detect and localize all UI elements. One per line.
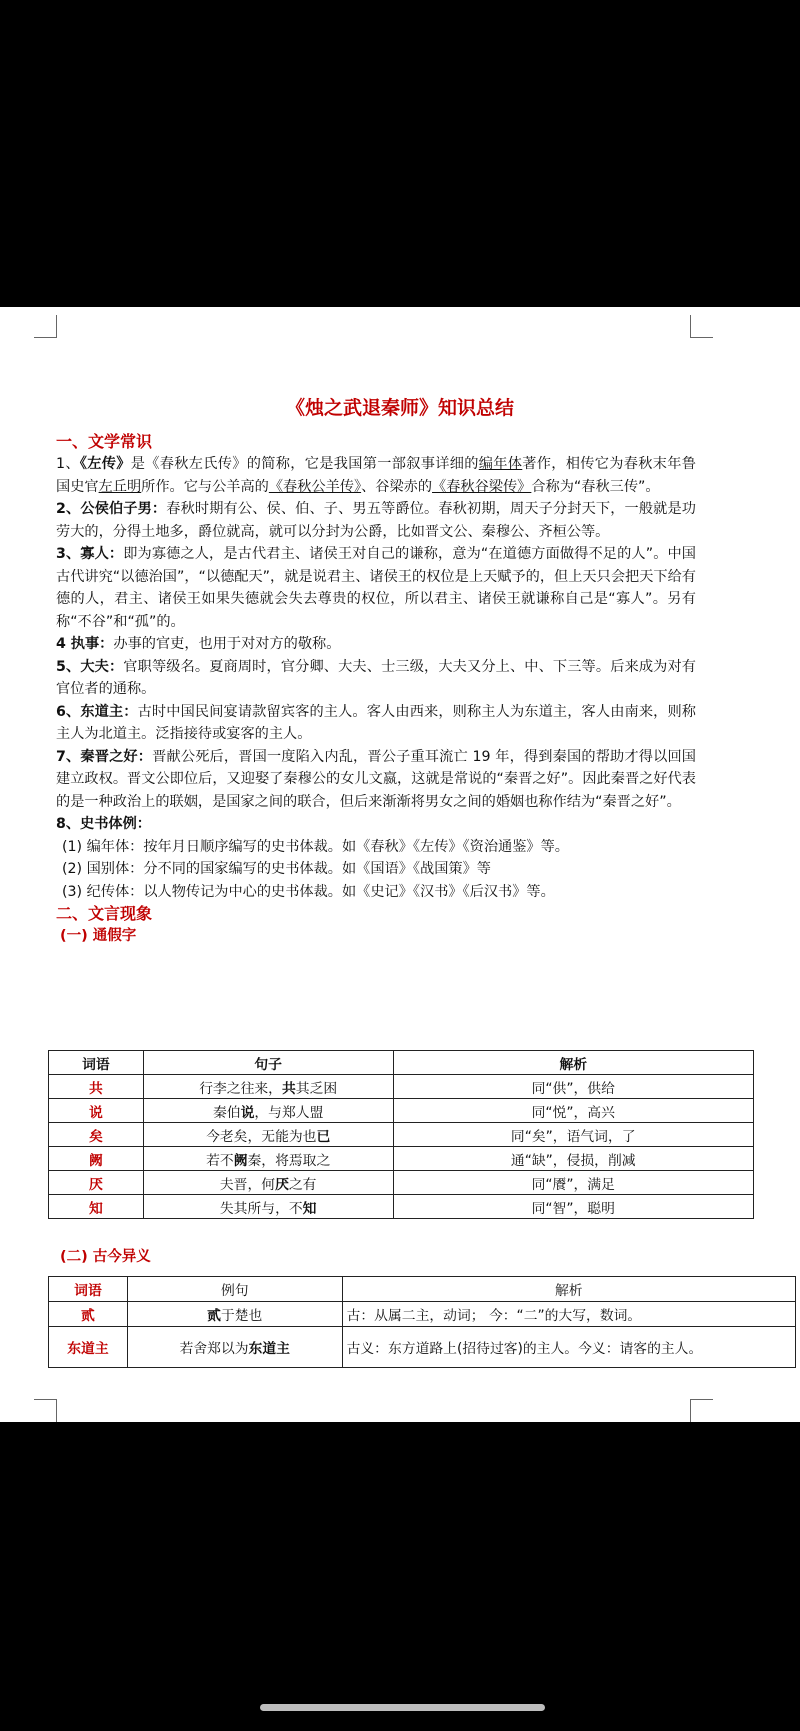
sentence-pre: 今老矣，无能为也 [206, 1128, 317, 1145]
analysis-cell: 通“缺”，侵损，削减 [393, 1147, 754, 1171]
item7-term: 7、秦晋之好： [56, 748, 153, 765]
tongjia-table [48, 1050, 754, 1219]
sentence-key: 共 [281, 1080, 296, 1097]
sentence-pre: 行李之往来， [199, 1080, 282, 1097]
table-row [49, 1302, 796, 1327]
subheading-gujin: (二) 古今异义 [60, 1249, 151, 1265]
item1-underline-3: 《春秋公羊传》 [268, 478, 362, 495]
item5-text: 官职等级名。夏商周时，官分卿、大夫、士三级，大夫又分上、中、下三等。后来成为对有官位者的通称。 [56, 658, 696, 697]
word-cell: 东道主 [49, 1327, 128, 1368]
example-key: 东道主 [248, 1341, 290, 1357]
item1-text-2: 著作，相传它为春秋末年鲁国史官 [56, 456, 696, 495]
analysis-cell: 古：从属二主，动词； 今：“二”的大写，数词。 [342, 1302, 795, 1327]
item8-sub-1: (1) 编年体：按年月日顺序编写的史书体裁。如《春秋》《左传》《资治通鉴》等。 [62, 838, 569, 855]
sentence-key: 说 [240, 1104, 255, 1121]
sentence-pre: 若不 [206, 1152, 234, 1169]
item6-text: 古时中国民间宴请款留宾客的主人。客人由西来，则称主人为东道主，客人由南来，则称主人为北道主。泛指接待或宴客的主人。 [56, 703, 696, 742]
table-row [49, 1171, 754, 1195]
item-qinjin [56, 746, 696, 814]
item7-text: 晋献公死后，晋国一度陷入内乱，晋公子重耳流亡 19 年，得到秦国的帮助才得以回国建立政权。晋文公即位后，又迎娶了秦穆公的女儿文嬴，这就是常说的“秦晋之好”。因此秦晋之好代表的是一种政治上的联姻，是国家之间的联合，但后来渐渐将男女之间的婚姻也称作结为“秦晋之好”。 [56, 748, 696, 810]
item-daifu [56, 656, 696, 701]
table-row [49, 1099, 754, 1123]
example-pre: 若舍郑以为 [179, 1341, 249, 1357]
sentence-key: 已 [316, 1128, 331, 1145]
crop-mark-bottom-left [34, 1399, 57, 1422]
analysis-cell: 古义：东方道路上(招待过客)的主人。今义：请客的主人。 [342, 1327, 795, 1368]
sentence-post: 之有 [288, 1176, 317, 1193]
document-page [0, 307, 800, 1422]
header-analysis: 解析 [393, 1051, 754, 1075]
item1-underline-2: 左丘明 [98, 478, 142, 495]
table-header-row [49, 1277, 796, 1302]
word-cell: 知 [49, 1195, 144, 1219]
word-cell: 阙 [49, 1147, 144, 1171]
sentence-post: ，与郑人盟 [254, 1104, 324, 1121]
table-row [49, 1075, 754, 1099]
analysis-cell: 同“悦”，高兴 [393, 1099, 754, 1123]
item4-term: 4 执事： [56, 636, 114, 652]
item-zhishi [56, 633, 696, 656]
item1-text-4: 、谷梁赤的 [361, 478, 433, 495]
example-cell [127, 1327, 342, 1368]
item2-term: 2、公侯伯子男： [56, 501, 167, 517]
sentence-key: 厌 [275, 1176, 289, 1193]
sentence-key: 阙 [233, 1152, 248, 1169]
word-cell: 说 [49, 1099, 144, 1123]
item1-text-3: 所作。它与公羊高的 [141, 478, 269, 495]
sentence-pre: 失其所与，不 [219, 1200, 303, 1217]
title-main: 《烛之武退秦师》 [285, 397, 438, 419]
page-title [0, 393, 800, 420]
sentence-cell [143, 1147, 393, 1171]
item2-text: 春秋时期有公、侯、伯、子、男五等爵位。春秋初期，周天子分封天下，一般就是功劳大的，分得土地多，爵位就高，就可以分封为公爵，比如晋文公、秦穆公、齐桓公等。 [56, 501, 696, 540]
header-example: 例句 [127, 1277, 342, 1302]
item3-text: 即为寡德之人，是古代君主、诸侯王对自己的谦称，意为“在道德方面做得不足的人”。中国古代讲究“以德治国”，“以德配天”，就是说君主、诸侯王的权位是上天赋予的，但上天只会把天下给有德的人，君主、诸侯王如果失德就会失去尊贵的权位，所以君主、诸侯王就谦称自己是“寡人”。另有称“不谷”和“孤”的。 [56, 546, 696, 630]
analysis-cell: 同“餍”，满足 [393, 1171, 754, 1195]
item5-term: 5、大夫： [56, 658, 124, 675]
sentence-cell [143, 1123, 393, 1147]
word-cell: 共 [49, 1075, 144, 1099]
item8-sub-3: (3) 纪传体：以人物传记为中心的史书体裁。如《史记》《汉书》《后汉书》等。 [62, 883, 555, 900]
item3-term: 3、寡人： [56, 546, 124, 562]
section-heading-classical: 二、文言现象 [56, 904, 153, 923]
item1-term: 《左传》 [79, 456, 131, 472]
sentence-pre: 夫晋，何 [219, 1176, 276, 1193]
table-row [49, 1327, 796, 1368]
table-row [49, 1123, 754, 1147]
word-cell: 矣 [49, 1123, 144, 1147]
analysis-cell: 同“矣”，语气词，了 [393, 1123, 754, 1147]
item-zuozhuan [56, 453, 696, 498]
example-cell [127, 1302, 342, 1327]
crop-mark-bottom-right [690, 1399, 713, 1422]
analysis-cell: 同“供”，供给 [393, 1075, 754, 1099]
sentence-post: 秦，将焉取之 [247, 1152, 331, 1169]
sentence-key: 知 [302, 1200, 317, 1217]
header-analysis: 解析 [342, 1277, 795, 1302]
item-gonghou [56, 498, 696, 543]
sentence-cell [143, 1171, 393, 1195]
header-word: 词语 [49, 1051, 144, 1075]
item-shishu [56, 813, 696, 836]
sentence-cell [143, 1075, 393, 1099]
sentence-cell [143, 1099, 393, 1123]
title-rest: 知识总结 [438, 397, 515, 419]
crop-mark-top-right [690, 315, 713, 338]
subheading-tongjia: (一) 通假字 [60, 928, 137, 944]
item1-text-5: 合称为“春秋三传”。 [531, 478, 660, 495]
sentence-cell [143, 1195, 393, 1219]
content [56, 431, 696, 947]
example-key: 贰 [207, 1308, 221, 1324]
sentence-pre: 秦伯 [213, 1104, 241, 1121]
item6-term: 6、东道主： [56, 703, 138, 720]
item8-sub-2: (2) 国别体：分不同的国家编写的史书体裁。如《国语》《战国策》等 [62, 861, 491, 877]
item4-text: 办事的官吏，也用于对对方的敬称。 [113, 636, 341, 652]
item1-underline-1: 编年体 [478, 456, 523, 472]
table-header-row [49, 1051, 754, 1075]
word-cell: 厌 [49, 1171, 144, 1195]
item1-underline-4: 《春秋谷梁传》 [432, 478, 532, 495]
example-post: 于楚也 [220, 1308, 263, 1324]
item1-num: 1、 [56, 456, 80, 472]
header-word: 词语 [49, 1277, 128, 1302]
table-row [49, 1147, 754, 1171]
analysis-cell: 同“智”，聪明 [393, 1195, 754, 1219]
table-row [49, 1195, 754, 1219]
item1-text-1: 是《春秋左氏传》的简称，它是我国第一部叙事详细的 [130, 456, 479, 472]
header-sentence: 句子 [143, 1051, 393, 1075]
home-indicator[interactable] [260, 1704, 545, 1711]
gujin-table [48, 1276, 796, 1368]
sentence-post: 其乏困 [295, 1080, 338, 1097]
item8-term: 8、史书体例： [56, 816, 151, 832]
word-cell: 贰 [49, 1302, 128, 1327]
item-guaren [56, 543, 696, 633]
item-dongdaozhu [56, 701, 696, 746]
crop-mark-top-left [34, 315, 57, 338]
section-heading-literature: 一、文学常识 [56, 432, 153, 451]
